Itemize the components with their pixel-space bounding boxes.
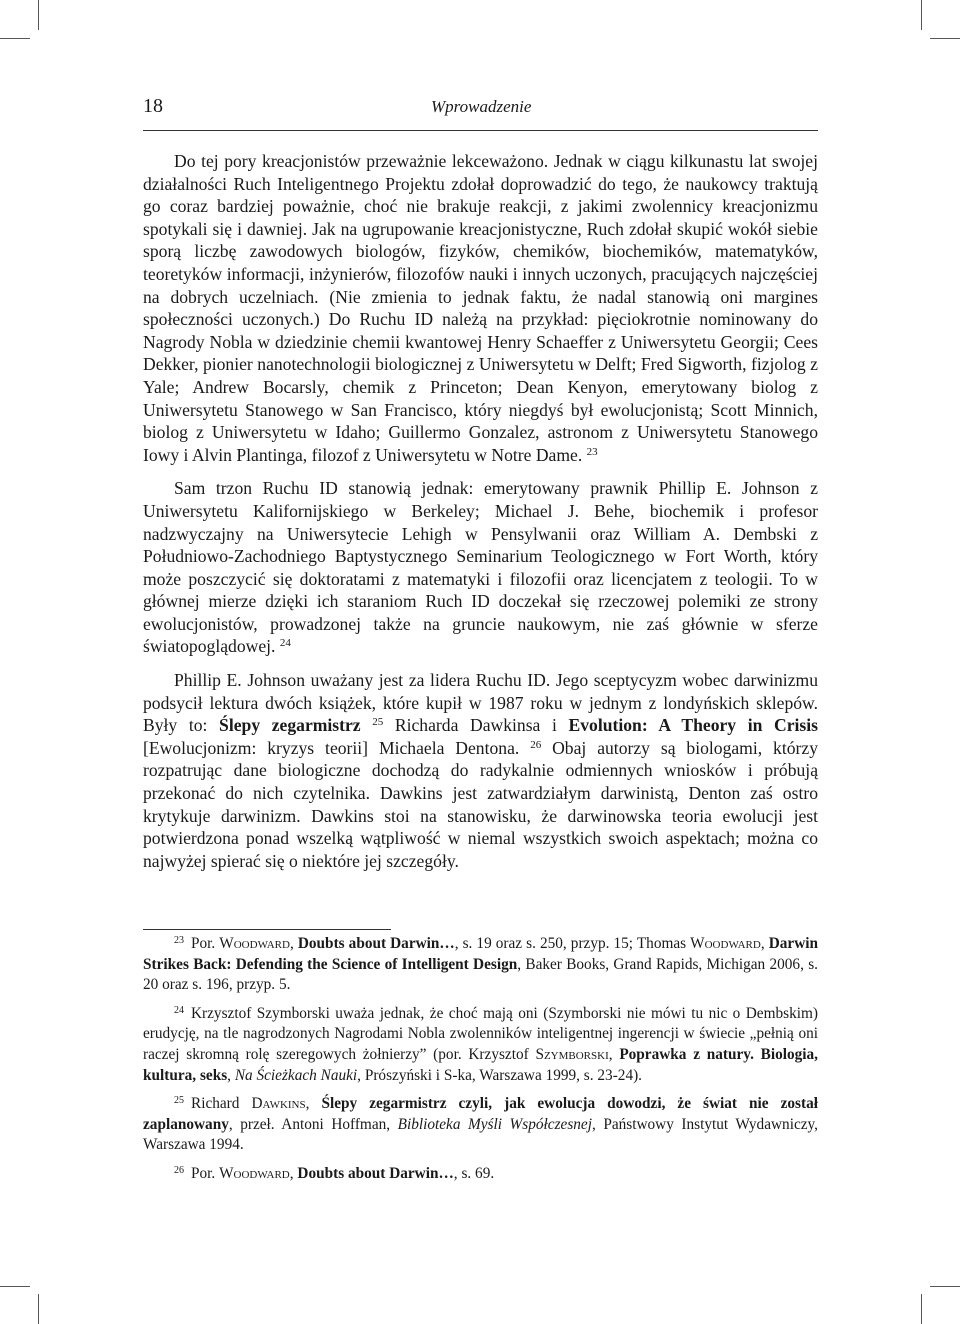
crop-mark xyxy=(38,1294,39,1324)
crop-mark xyxy=(38,0,39,30)
footnote-text: , Baker Books, Grand Rapids, Michigan 2006, s. 20 oraz s. 196, przyp. 5. xyxy=(143,955,818,994)
footnote-rule xyxy=(143,929,391,930)
crop-mark xyxy=(930,38,960,39)
footnote-number: 25 xyxy=(174,1095,184,1107)
book-title: Doubts about Darwin… xyxy=(297,1164,454,1182)
footnote-ref[interactable]: 24 xyxy=(279,637,291,650)
footnote-text: Por. xyxy=(191,1164,220,1182)
footnote-text: , s. 69. xyxy=(453,1164,495,1182)
footnote-text: Krzysztof Szymborski uważa jednak, że choć mają oni (Szymborski nie mówi tu nic o Dembskim) erudycję, na tle nagrodzonych Nagrodami Nobla zwolenników inteligentnej ingerencji w świecie „pełnią oni raczej skromną rolę szeregowych żołnierzy” (por. Krzysztof xyxy=(143,1004,818,1063)
footnote-text: , xyxy=(305,1095,322,1113)
body-text xyxy=(143,150,818,883)
paragraph-text: Sam trzon Ruchu ID stanowią jednak: emerytowany prawnik Phillip E. Johnson z Uniwersytetu Kalifornijskiego w Berkeley; Michael J. Behe, biochemik i profesor nadzwyczajny na Uniwersytecie Lehigh w Pensylwanii oraz William A. Dembski z Południowo-Zachodniego Baptystycznego Seminarium Teologicznego w Fort Worth, który może poszczycić się doktoratami z matematyki i filozofii oraz licencjatem z teologii. To w głównej mierze dzięki ich staraniom Ruch ID doczekał się rzeczowej polemiki ze strony ewolucjonistów, prowadzonej także na gruncie naukowym, nie zaś głównie w sferze światopoglądowej. xyxy=(143,478,818,657)
author-name: Szymborski xyxy=(535,1045,609,1063)
series-title: Na Ścieżkach Nauki xyxy=(234,1066,358,1084)
paragraph-text: Obaj autorzy są biologami, którzy rozpatrując dane biologiczne dochodzą do radykalnie odmiennych wniosków i próbują przekonać do nich czytelnika. Dawkins jest zatwardziałym darwinistą, Denton zaś ostro krytykuje darwinizm. Dawkins stoi na stanowisku, że darwinowska teoria ewolucji jest potwierdzona ponad wszelką wątpliwość w niemal wszystkich swoich aspektach; można co najwyżej spierać się o niektóre jej szczegóły. xyxy=(143,737,818,871)
author-name: Woodward xyxy=(219,935,290,952)
crop-mark xyxy=(0,38,30,39)
footnote xyxy=(143,1004,818,1086)
crop-mark xyxy=(0,1286,30,1287)
book-title: Ślepy zegarmistrz czyli, jak ewolucja dowodzi, że świat nie został zaplanowany xyxy=(143,1095,818,1133)
footnote-ref[interactable]: 25 xyxy=(372,716,384,729)
book-title: Poprawka z natury. Biologia, kultura, seks xyxy=(143,1045,818,1084)
footnote-text: , przeł. Antoni Hoffman, xyxy=(228,1115,398,1133)
header-rule xyxy=(143,130,818,131)
footnote-text: , Prószyński i S-ka, Warszawa 1999, s. 23-24). xyxy=(357,1066,643,1084)
book-title: Doubts about Darwin… xyxy=(297,935,455,952)
series-title: Biblioteka Myśli Współczesnej xyxy=(397,1115,592,1133)
crop-mark xyxy=(921,1294,922,1324)
footnote-ref[interactable]: 26 xyxy=(530,738,542,751)
book-title: Ślepy zegarmistrz xyxy=(219,715,361,736)
book-title: Darwin Strikes Back: Defending the Science of Intelligent Design xyxy=(143,935,819,973)
author-name: Woodward xyxy=(690,935,761,952)
footnote-text: , xyxy=(760,935,769,952)
footnote xyxy=(143,934,818,996)
footnote-number: 23 xyxy=(174,935,184,946)
footnote-number: 24 xyxy=(174,1004,184,1016)
footnote-text: Por. xyxy=(191,935,220,952)
crop-mark xyxy=(921,0,922,30)
footnote-text: , xyxy=(289,935,298,952)
paragraph xyxy=(143,150,818,466)
book-title: Evolution: A Theory in Crisis xyxy=(568,715,818,736)
footnotes xyxy=(143,934,818,1193)
paragraph-text: Do tej pory kreacjonistów przeważnie lekceważono. Jednak w ciągu kilkunastu lat swojej działalności Ruch Inteligentnego Projektu zdołał doprowadzić do tego, że naukowcy traktują go coraz bardziej poważnie, choć nie brakuje reakcji, z jakimi zwolennicy kreacjonizmu spotykali się i dawniej. Jak na ugrupowanie kreacjonistyczne, Ruch zdołał skupić wokół siebie sporą liczbę zawodowych biologów, fizyków, chemików, biochemików, matematyków, teoretyków informacji, inżynierów, filozofów nauki i innych uczonych, pracujących najczęściej na dobrych uczelniach. (Nie zmienia to jednak faktu, że nadal stanowią oni margines społeczności uczonych.) Do Ruchu ID należą na przykład: pięciokrotnie nominowany do Nagrody Nobla w dziedzinie chemii kwantowej Henry Schaeffer z Uniwersytetu Georgii; Cees Dekker, pionier nanotechnologii biologicznej z Uniwersytetu w Delft; Fred Sigworth, fizjolog z Yale; Andrew Bocarsly, chemik z Princeton; Dean Kenyon, emerytowany biolog z Uniwersytetu Stanowego w San Francisco, który niegdyś był ewolucjonistą; Scott Minnich, biolog z Uniwersytetu w Idaho; Guillermo Gonzalez, astronom z Uniwersytetu Stanowego Iowy i Alvin Plantinga, filozof z Uniwersytetu w Notre Dame. xyxy=(143,151,818,465)
paragraph xyxy=(143,669,818,872)
footnote-text: , xyxy=(227,1066,235,1084)
footnote-text: , Państwowy Instytut Wydawniczy, Warszawa 1994. xyxy=(143,1115,818,1154)
footnote xyxy=(143,1164,818,1185)
author-name: Woodward xyxy=(219,1164,290,1182)
page-number: 18 xyxy=(143,95,163,117)
paragraph-text: Richarda Dawkinsa i xyxy=(383,715,569,736)
paragraph-text: [Ewolucjonizm: kryzys teorii] Michaela Dentona. xyxy=(143,737,520,758)
footnote-text: Richard xyxy=(191,1095,252,1113)
footnote-text: , xyxy=(289,1164,298,1182)
crop-mark xyxy=(930,1286,960,1287)
paragraph-text: Phillip E. Johnson uważany jest za lidera Ruchu ID. Jego sceptycyzm wobec darwinizmu podsycił lektura dwóch książek, które kupił w 1987 roku w jednym z londyńskich sklepów. Były to: xyxy=(143,670,818,736)
footnote-text: , s. 19 oraz s. 250, przyp. 15; Thomas xyxy=(454,935,691,952)
footnote xyxy=(143,1094,818,1156)
paragraph xyxy=(143,477,818,658)
footnote-text: , xyxy=(608,1045,620,1063)
author-name: Dawkins xyxy=(251,1095,306,1113)
running-title: Wprowadzenie xyxy=(431,97,532,116)
footnote-number: 26 xyxy=(174,1164,184,1176)
footnote-ref[interactable]: 23 xyxy=(586,445,598,458)
